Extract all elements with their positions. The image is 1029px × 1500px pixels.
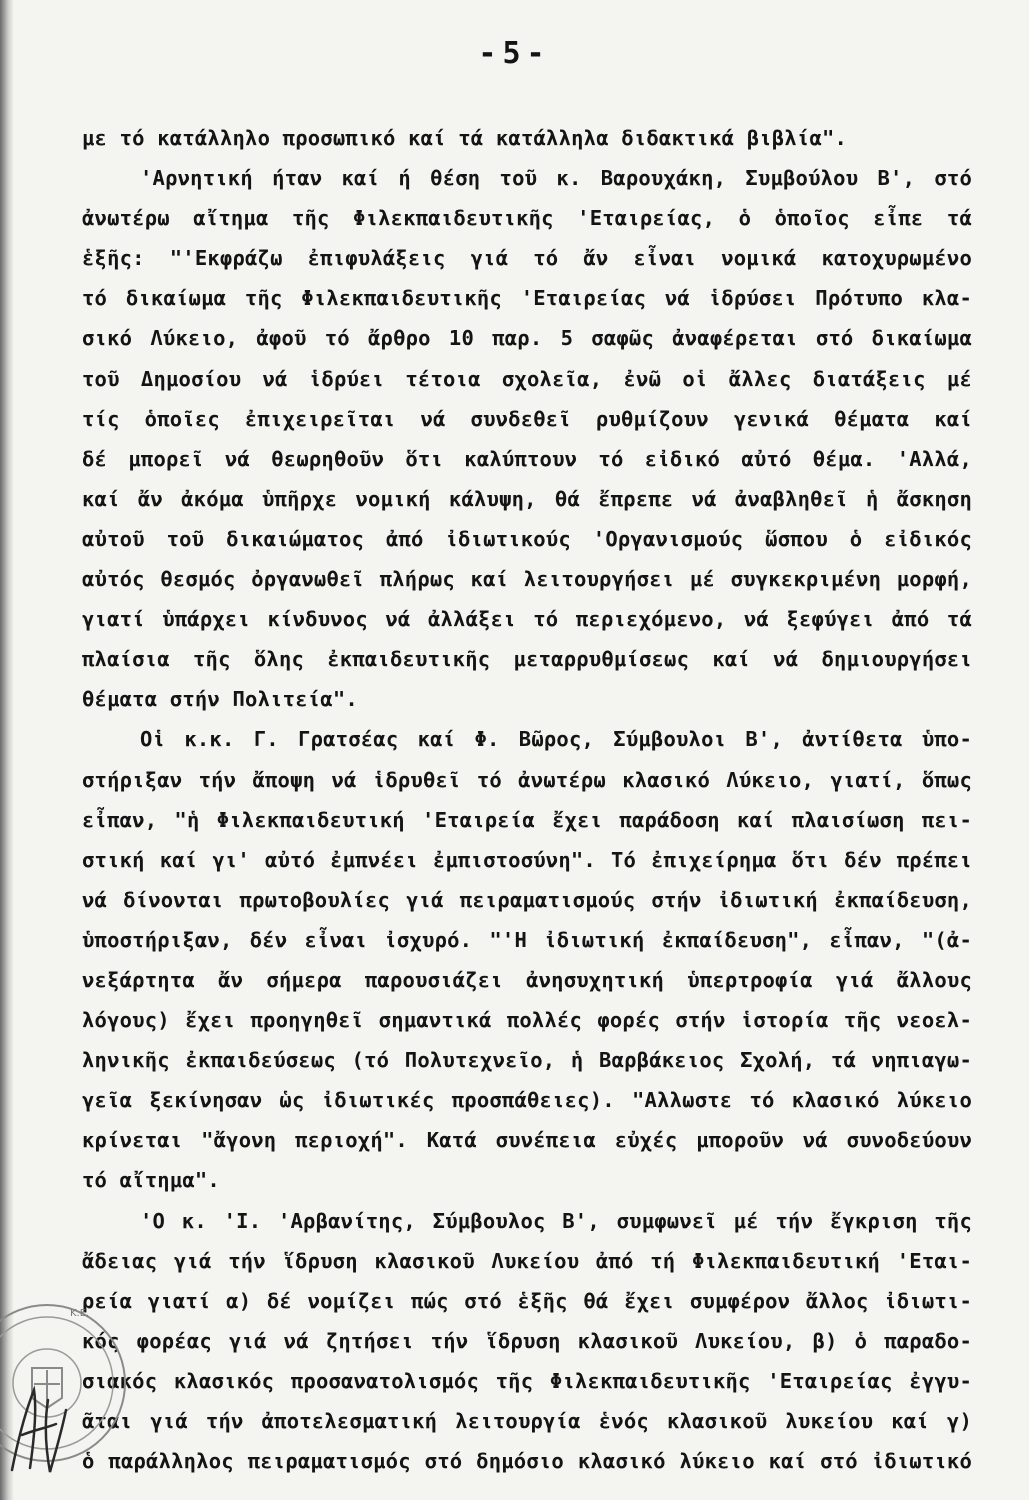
text-line: πλαίσια τῆς ὅλης ἐκπαιδευτικῆς μεταρρυθμίσεως καί νά δημιουργήσει — [82, 647, 972, 672]
text-line: Οἱ κ.κ. Γ. Γρατσέας καί Φ. Βῶρος, Σύμβουλοι Β', ἀντίθετα ὑπο- — [140, 727, 972, 752]
text-line: σιακός κλασικός προσανατολισμός τῆς Φιλεκπαιδευτικῆς 'Εταιρείας ἐγγυ- — [82, 1368, 972, 1393]
text-line: αὐτός θεσμός ὀργανωθεῖ πλήρως καί λειτουργήσει μέ συγκεκριμένη μορφή, — [82, 567, 972, 592]
text-line: γιατί ὑπάρχει κίνδυνος νά ἀλλάξει τό περιεχόμενο, νά ξεφύγει ἀπό τά — [82, 607, 972, 632]
text-line: ληνικῆς ἐκπαιδεύσεως (τό Πολυτεχνεῖο, ἡ Βαρβάκειος Σχολή, τά νηπιαγω- — [82, 1048, 972, 1073]
text-line: στική καί γι' αὐτό ἐμπνέει ἐμπιστοσύνη". Τό ἐπιχείρημα ὅτι δέν πρέπει — [82, 847, 972, 872]
text-line: 'Αρνητική ήταν καί ή θέση τοῦ κ. Βαρουχάκη, Συμβούλου Β', στό — [140, 166, 972, 191]
text-line: τό δικαίωμα τῆς Φιλεκπαιδευτικῆς 'Εταιρείας νά ἱδρύσει Πρότυπο κλα- — [82, 286, 972, 311]
text-line: με τό κατάλληλο προσωπικό καί τά κατάλληλα διδακτικά βιβλία". — [82, 126, 848, 150]
text-line: ρεία γιατί α) δέ νομίζει πώς στό ἑξῆς θά ἔχει συμφέρον ἄλλος ἰδιωτι- — [82, 1288, 972, 1313]
text-line: ἑξῆς: "'Εκφράζω ἐπιφυλάξεις γιά τό ἄν εἶναι νομικά κατοχυρωμένο — [82, 246, 972, 271]
text-line: ἀνωτέρω αἴτημα τῆς Φιλεκπαιδευτικῆς 'Εταιρείας, ὁ ὁποῖος εἶπε τά — [82, 206, 972, 231]
text-line: νεξάρτητα ἄν σήμερα παρουσιάζει ἀνησυχητική ὑπερτροφία γιά ἄλλους — [82, 967, 972, 992]
text-line: τίς ὁποῖες ἐπιχειρεῖται νά συνδεθεῖ ρυθμίζουν γενικά θέματα καί — [82, 406, 972, 431]
text-line: ἄδειας γιά τήν ἵδρυση κλασικοῦ Λυκείου ἀπό τή Φιλεκπαιδευτική 'Εται- — [82, 1248, 972, 1273]
stamp-label: Κ.Ε. — [70, 1308, 90, 1319]
text-line: τοῦ Δημοσίου νά ἱδρύει τέτοια σχολεῖα, ἐνῶ οἱ ἄλλες διατάξεις μέ — [82, 366, 972, 391]
text-line: δέ μπορεῖ νά θεωρηθοῦν ὅτι καλύπτουν τό εἰδικό αὐτό θέμα. 'Αλλά, — [82, 446, 972, 471]
text-line: κός φορέας γιά νά ζητήσει τήν ἵδρυση κλασικοῦ Λυκείου, β) ὁ παραδο- — [82, 1328, 972, 1353]
text-line: ᾶται γιά τήν ἀποτελεσματική λειτουργία ἑνός κλασικοῦ λυκείου καί γ) — [82, 1409, 972, 1433]
handwritten-signature — [4, 1380, 74, 1480]
text-line: αὐτοῦ τοῦ δικαιώματος ἀπό ἰδιωτικούς 'Οργανισμούς ὥσπου ὁ εἰδικός — [82, 526, 972, 551]
text-line: σικό Λύκειο, ἀφοῦ τό ἄρθρο 10 παρ. 5 σαφῶς ἀναφέρεται στό δικαίωμα — [82, 326, 972, 351]
text-line: γεῖα ξεκίνησαν ὡς ἰδιωτικές προσπάθειες). "Αλλωστε τό κλασικό λύκειο — [82, 1088, 972, 1113]
text-line: εἶπαν, "ἡ Φιλεκπαιδευτική 'Εταιρεία ἔχει παράδοση καί πλαισίωση πει- — [82, 807, 972, 832]
scan-edge-shadow — [0, 0, 14, 1500]
text-line: στήριξαν τήν ἄποψη νά ἱδρυθεῖ τό ἀνωτέρω κλασικό Λύκειο, γιατί, ὅπως — [82, 767, 972, 792]
text-line: θέματα στήν Πολιτεία". — [82, 687, 358, 712]
text-line: ὑποστήριξαν, δέν εἶναι ἰσχυρό. "'Η ἰδιωτική ἐκπαίδευση", εἶπαν, "(ἀ- — [82, 927, 972, 952]
page-number: -5- — [478, 36, 551, 71]
text-line: ὁ παράλληλος πειραματισμός στό δημόσιο κλασικό λύκειο καί στό ἰδιωτικό — [82, 1449, 972, 1474]
text-line: νά δίνονται πρωτοβουλίες γιά πειραματισμούς στήν ἰδιωτική ἐκπαίδευση, — [82, 887, 972, 912]
document-body — [82, 118, 972, 1481]
text-line: λόγους) ἔχει προηγηθεῖ σημαντικά πολλές φορές στήν ἱστορία τῆς νεοελ- — [82, 1008, 972, 1033]
text-line: καί ἄν ἀκόμα ὑπῆρχε νομική κάλυψη, θά ἔπρεπε νά ἀναβληθεῖ ἡ ἄσκηση — [82, 486, 972, 511]
text-line: τό αἴτημα". — [82, 1168, 220, 1193]
text-line: 'Ο κ. 'Ι. 'Αρβανίτης, Σύμβουλος Β', συμφωνεῖ μέ τήν ἔγκριση τῆς — [140, 1208, 972, 1233]
text-line: κρίνεται "ἄγονη περιοχή". Κατά συνέπεια εὐχές μποροῦν νά συνοδεύουν — [82, 1128, 972, 1153]
